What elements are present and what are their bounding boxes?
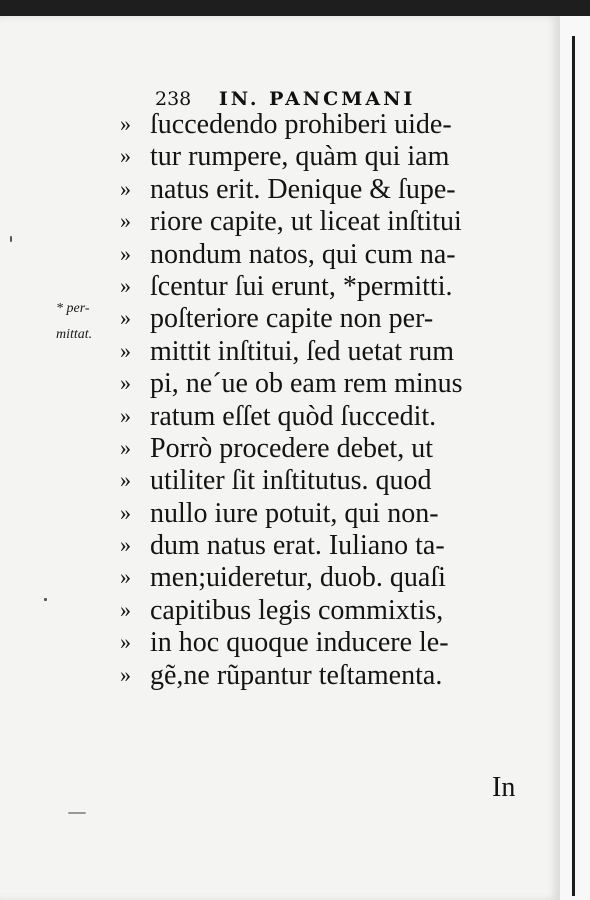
quotation-mark: »	[120, 467, 131, 493]
text-line	[120, 270, 540, 302]
text-line	[120, 173, 540, 205]
text-line	[120, 367, 540, 399]
line-text: nullo iure potuit, qui non-	[150, 497, 439, 529]
line-text: capitibus legis commixtis,	[150, 594, 444, 626]
facing-page-edge	[560, 16, 590, 900]
text-line	[120, 497, 540, 529]
quotation-mark: »	[120, 532, 131, 558]
quotation-mark: »	[120, 434, 131, 460]
catchword: In	[492, 772, 516, 803]
running-title: IN. PANCMANI	[218, 88, 416, 110]
text-line	[120, 626, 540, 658]
margin-note-line-1: * per-	[56, 301, 90, 316]
text-line	[120, 561, 540, 593]
quotation-mark: »	[120, 661, 131, 687]
quotation-mark: »	[120, 564, 131, 590]
line-text: natus erit. Denique & ſupe-	[150, 173, 456, 205]
quotation-mark: »	[120, 499, 131, 525]
gutter-shadow-line	[572, 36, 575, 896]
line-text: pi, ne´ue ob eam rem minus	[150, 368, 463, 400]
margin-note	[56, 296, 126, 348]
text-line	[120, 302, 540, 334]
quotation-mark: »	[120, 596, 131, 622]
line-text: in hoc quoque inducere le-	[150, 627, 449, 659]
running-header	[155, 88, 465, 110]
line-text: mittit inſtitui, ſed uetat rum	[150, 335, 455, 367]
text-line	[120, 594, 540, 626]
text-line	[120, 464, 540, 496]
line-text: poſteriore capite non per-	[150, 303, 434, 335]
line-text: riore capite, ut liceat inſtitui	[150, 206, 462, 238]
line-text: ſcentur ſui erunt, *permitti.	[150, 270, 453, 302]
line-text: Porrò procedere debet, ut	[150, 432, 433, 464]
text-line	[120, 335, 540, 367]
quotation-mark: »	[120, 305, 131, 331]
line-text: nondum natos, qui cum na-	[150, 238, 456, 270]
quotation-mark: »	[120, 370, 131, 396]
line-text: men;uideretur, duob. quaſi	[150, 562, 446, 594]
quotation-mark: »	[120, 175, 131, 201]
quotation-mark: »	[120, 272, 131, 298]
line-text: utiliter ſit inſtitutus. quod	[150, 465, 432, 497]
text-line	[120, 238, 540, 270]
quotation-mark: »	[120, 143, 131, 169]
paper-speck	[10, 236, 12, 242]
paper-speck	[68, 812, 86, 814]
quotation-mark: »	[120, 111, 131, 136]
margin-note-line-2: mittat.	[56, 327, 93, 342]
text-line	[120, 205, 540, 237]
line-text: gẽ,ne rũpantur teſtamenta.	[150, 659, 443, 691]
text-line	[120, 659, 540, 691]
line-text: ſuccedendo prohiberi uide-	[150, 109, 452, 140]
line-text: ratum eſſet quòd ſuccedit.	[150, 400, 437, 432]
text-line	[120, 140, 540, 172]
quotation-mark: »	[120, 208, 131, 234]
quotation-mark: »	[120, 240, 131, 266]
line-text: dum natus erat. Iuliano ta-	[150, 530, 445, 562]
quotation-mark: »	[120, 629, 131, 655]
body-text	[120, 108, 540, 691]
quotation-mark: »	[120, 337, 131, 363]
page-number: 238	[155, 88, 192, 110]
line-text: tur rumpere, quàm qui iam	[150, 141, 450, 173]
text-line	[120, 108, 540, 140]
text-line	[120, 529, 540, 561]
quotation-mark: »	[120, 402, 131, 428]
text-line	[120, 400, 540, 432]
text-line	[120, 432, 540, 464]
paper-speck	[44, 598, 47, 601]
